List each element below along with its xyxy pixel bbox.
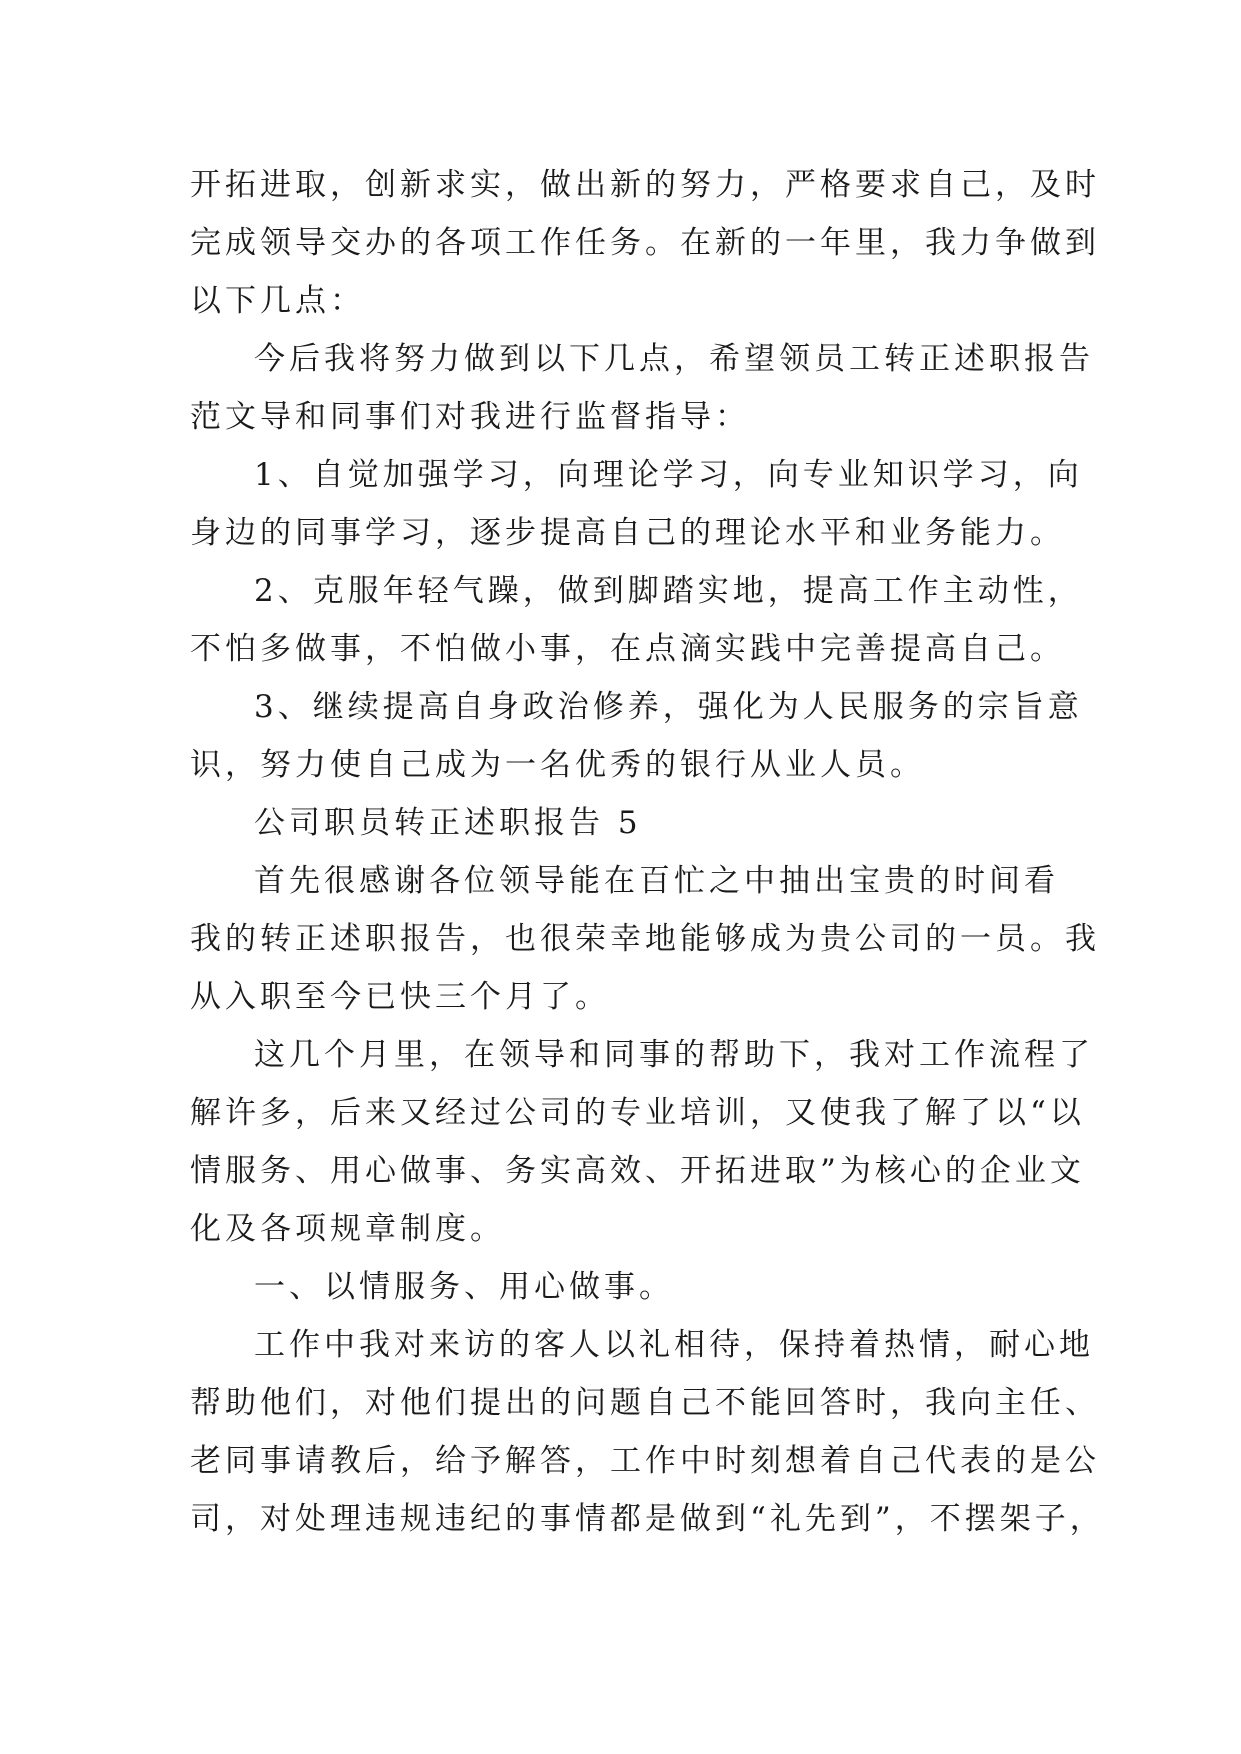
text-line: 我的转正述职报告，也很荣幸地能够成为贵公司的一员。我 xyxy=(190,921,1100,957)
text-line: 1、自觉加强学习，向理论学习，向专业知识学习，向 xyxy=(254,457,1083,493)
text-line: 工作中我对来访的客人以礼相待，保持着热情，耐心地 xyxy=(254,1327,1094,1363)
text-line: 开拓进取，创新求实，做出新的努力，严格要求自己，及时 xyxy=(190,167,1100,203)
text-line: 识，努力使自己成为一名优秀的银行从业人员。 xyxy=(190,747,925,783)
text-line: 以下几点： xyxy=(190,283,365,319)
text-line: 2、克服年轻气躁，做到脚踏实地，提高工作主动性， xyxy=(254,573,1083,609)
text-line: 范文导和同事们对我进行监督指导： xyxy=(190,399,750,435)
text-line: 不怕多做事，不怕做小事，在点滴实践中完善提高自己。 xyxy=(190,631,1065,667)
text-line: 今后我将努力做到以下几点，希望领员工转正述职报告 xyxy=(254,341,1094,377)
document-body xyxy=(190,156,1105,1548)
text-line: 这几个月里，在领导和同事的帮助下，我对工作流程了 xyxy=(254,1037,1094,1073)
text-line: 一、以情服务、用心做事。 xyxy=(254,1269,674,1305)
text-line: 公司职员转正述职报告 5 xyxy=(254,805,642,841)
text-line: 身边的同事学习，逐步提高自己的理论水平和业务能力。 xyxy=(190,515,1065,551)
text-line: 情服务、用心做事、务实高效、开拓进取”为核心的企业文 xyxy=(190,1153,1085,1189)
text-line: 化及各项规章制度。 xyxy=(190,1211,505,1247)
text-line: 首先很感谢各位领导能在百忙之中抽出宝贵的时间看 xyxy=(254,863,1059,899)
text-line: 老同事请教后，给予解答，工作中时刻想着自己代表的是公 xyxy=(190,1443,1100,1479)
text-line: 完成领导交办的各项工作任务。在新的一年里，我力争做到 xyxy=(190,225,1100,261)
text-line: 3、继续提高自身政治修养，强化为人民服务的宗旨意 xyxy=(254,689,1083,725)
text-line: 从入职至今已快三个月了。 xyxy=(190,979,610,1015)
text-line: 帮助他们，对他们提出的问题自己不能回答时，我向主任、 xyxy=(190,1385,1100,1421)
text-line: 司，对处理违规违纪的事情都是做到“礼先到”，不摆架子， xyxy=(190,1501,1105,1537)
text-line: 解许多，后来又经过公司的专业培训，又使我了解了以“以 xyxy=(190,1095,1085,1131)
